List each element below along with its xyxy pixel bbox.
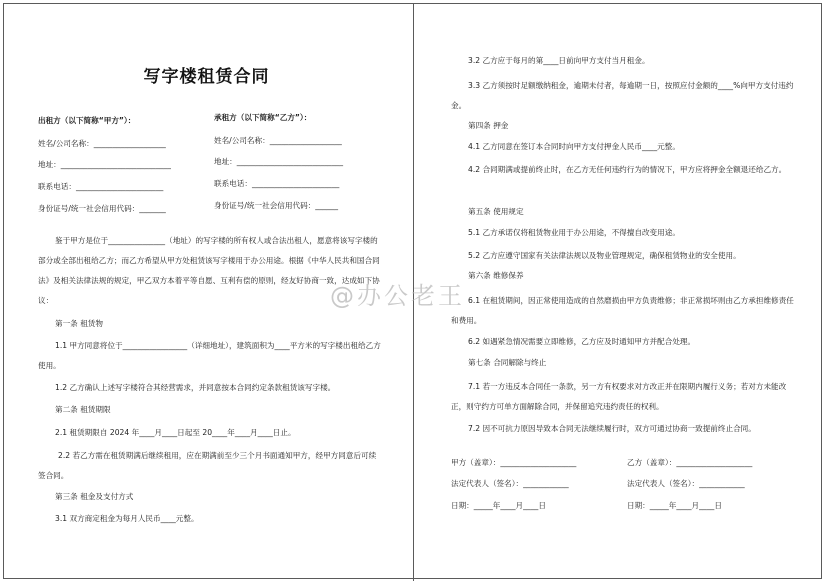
intro-paragraph: 鉴于甲方是位于_______________（地址）的写字楼的所有权人或合法出租人，愿意将该写字楼的部分或全部出租给乙方；而乙方希望从甲方处租赁该写字楼用于办公用途。根据《中华人民共和国合同法》及相关法律法规的规定，甲乙双方本着平等自愿、互利有偿的原则，经友好协商一致，达成如下协议： xyxy=(38,236,380,305)
sign-party-a-rep[interactable]: 法定代表人（签名）：____________ xyxy=(451,479,569,488)
article-2-1: 2.1 租赁期限自 2024 年____月____日起至 20____年____月____日止。 xyxy=(55,428,296,437)
sign-party-a-date[interactable]: 日期：_____年____月____日 xyxy=(451,501,546,510)
article-4-1: 4.1 乙方同意在签订本合同时向甲方支付押金人民币____元整。 xyxy=(468,142,680,151)
article-3-title: 第三条 租金及支付方式 xyxy=(55,492,134,501)
article-1-1: 1.1 甲方同意将位于_________________（详细地址），建筑面积为____平方米的写字楼出租给乙方使用。 xyxy=(38,341,381,370)
lessor-heading: 承租方（以下简称“乙方”）： xyxy=(214,113,312,122)
lessee-phone-field[interactable]: 联系电话：_______________________ xyxy=(38,182,164,191)
article-3-1: 3.1 双方商定租金为每月人民币____元整。 xyxy=(55,514,199,523)
article-6-1: 6.1 在租赁期间，因正常使用造成的自然磨损由甲方负责维修；非正常损坏则由乙方承担维修责任和费用。 xyxy=(451,296,794,325)
lessee-address-field[interactable]: 地址：_____________________________ xyxy=(38,160,171,169)
lessee-heading: 出租方（以下简称“甲方”）： xyxy=(38,116,136,125)
article-5-title: 第五条 使用规定 xyxy=(468,207,524,216)
lessor-phone-field[interactable]: 联系电话：_______________________ xyxy=(214,179,340,188)
sign-party-b-rep[interactable]: 法定代表人（签名）：____________ xyxy=(627,479,745,488)
lessor-name-field[interactable]: 姓名/公司名称：___________________ xyxy=(214,136,342,145)
article-5-1: 5.1 乙方承诺仅将租赁物业用于办公用途，不得擅自改变用途。 xyxy=(468,228,680,237)
sign-party-b-seal[interactable]: 乙方（盖章）：____________________ xyxy=(627,458,753,467)
article-3-2: 3.2 乙方应于每月的第____日前向甲方支付当月租金。 xyxy=(468,56,650,65)
article-1-2: 1.2 乙方确认上述写字楼符合其经营需求，并同意按本合同约定条款租赁该写字楼。 xyxy=(55,383,336,392)
sign-party-a-seal[interactable]: 甲方（盖章）：____________________ xyxy=(451,458,577,467)
lessee-name-field[interactable]: 姓名/公司名称：___________________ xyxy=(38,139,166,148)
article-2-title: 第二条 租赁期限 xyxy=(55,405,111,414)
article-1-title: 第一条 租赁物 xyxy=(55,319,103,328)
article-6-2: 6.2 如遇紧急情况需要立即维修，乙方应及时通知甲方并配合处理。 xyxy=(468,337,696,346)
watermark: @办公老王 xyxy=(330,282,465,310)
article-5-2: 5.2 乙方应遵守国家有关法律法规以及物业管理规定，确保租赁物业的安全使用。 xyxy=(468,251,741,260)
article-7-2: 7.2 因不可抗力原因导致本合同无法继续履行时，双方可通过协商一致提前终止合同。 xyxy=(468,424,756,433)
sign-party-b-date[interactable]: 日期：_____年____月____日 xyxy=(627,501,722,510)
lessor-address-field[interactable]: 地址：____________________________ xyxy=(214,157,344,166)
article-2-2: 2.2 若乙方需在租赁期满后继续租用，应在期满前至少三个月书面通知甲方，经甲方同意后可续签合同。 xyxy=(38,451,377,480)
lessor-id-field[interactable]: 身份证号/统一社会信用代码：______ xyxy=(214,201,339,210)
lessee-id-field[interactable]: 身份证号/统一社会信用代码：_______ xyxy=(38,204,166,213)
article-7-1: 7.1 若一方违反本合同任一条款，另一方有权要求对方改正并在限期内履行义务；若对方未能改正，则守约方可单方面解除合同，并保留追究违约责任的权利。 xyxy=(451,382,787,411)
article-4-2: 4.2 合同期满或提前终止时，在乙方无任何违约行为的情况下，甲方应将押金全额退还给乙方。 xyxy=(468,165,787,174)
article-3-3: 3.3 乙方须按时足额缴纳租金，逾期未付者，每逾期一日，按照应付金额的____%向甲方支付违约金。 xyxy=(451,81,794,110)
article-4-title: 第四条 押金 xyxy=(468,121,509,130)
document-title: 写字楼租赁合同 xyxy=(143,67,270,87)
article-6-title: 第六条 维修保养 xyxy=(468,271,524,280)
article-7-title: 第七条 合同解除与终止 xyxy=(468,358,547,367)
